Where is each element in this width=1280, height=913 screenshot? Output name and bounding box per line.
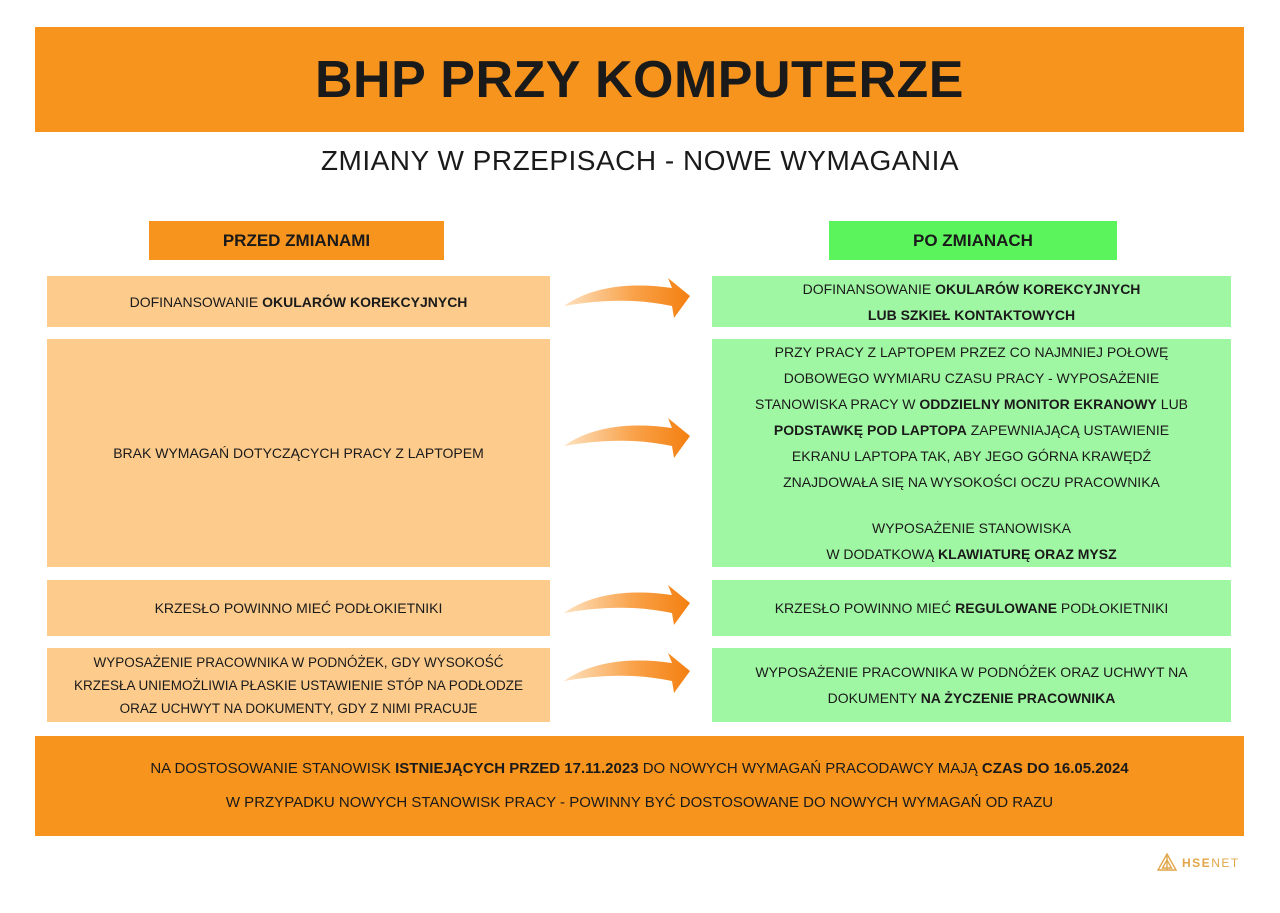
after-box-chair (712, 580, 1231, 636)
after-glasses-line2 (868, 302, 1075, 328)
logo-part: NET (1211, 856, 1240, 870)
text: NA DOSTOSOWANIE STANOWISK (150, 760, 396, 777)
arrow-icon (562, 276, 692, 326)
before-column-header: PRZED ZMIANAMI (149, 221, 444, 260)
text-line: PRZY PRACY Z LAPTOPEM PRZEZ CO NAJMNIEJ POŁOWĘ (774, 344, 1169, 360)
text: DOFINANSOWANIE (129, 293, 263, 310)
after-column-header: PO ZMIANACH (829, 221, 1117, 260)
text-bold: LUB SZKIEŁ KONTAKTOWYCH (867, 306, 1076, 323)
text-line (774, 417, 1169, 443)
arrow-icon (562, 651, 692, 701)
text-line: WYPOSAŻENIE PRACOWNIKA W PODNÓŻEK, GDY WYSOKOŚĆ (93, 654, 504, 670)
text: STANOWISKA PRACY W (754, 396, 920, 412)
text-line: EKRANU LAPTOPA TAK, ABY JEGO GÓRNA KRAWĘDŹ (791, 448, 1152, 464)
text-line: ZNAJDOWAŁA SIĘ NA WYSOKOŚCI OCZU PRACOWNIKA (783, 474, 1160, 490)
text-bold: ISTNIEJĄCYCH PRZED 17.11.2023 (395, 760, 639, 777)
before-box-glasses (47, 276, 550, 327)
text-bold: OKULARÓW KOREKCYJNYCH (935, 280, 1141, 297)
text: DOFINANSOWANIE (802, 280, 936, 297)
text-bold: PODSTAWKĘ POD LAPTOPA (773, 422, 967, 438)
page-title: BHP PRZY KOMPUTERZE (315, 50, 964, 109)
before-box-footrest (47, 648, 550, 722)
text: ZAPEWNIAJĄCĄ USTAWIENIE (966, 422, 1170, 438)
text: DO NOWYCH WYMAGAŃ PRACODAWCY MAJĄ (638, 760, 982, 777)
before-laptop-text: BRAK WYMAGAŃ DOTYCZĄCYCH PRACY Z LAPTOPEM (113, 445, 484, 461)
text-line (755, 391, 1188, 417)
text-bold: CZAS DO 16.05.2024 (981, 760, 1129, 777)
text: W DODATKOWĄ (826, 546, 939, 562)
hsenet-logo (1156, 850, 1240, 876)
arrow-icon (562, 416, 692, 466)
after-box-glasses (712, 276, 1231, 327)
after-box-footrest (712, 648, 1231, 722)
after-chair-text (775, 595, 1169, 621)
text-bold: KLAWIATURĘ ORAZ MYSZ (938, 546, 1117, 562)
before-chair-text: KRZESŁO POWINNO MIEĆ PODŁOKIETNIKI (154, 600, 443, 616)
text: PODŁOKIETNIKI (1057, 600, 1169, 616)
hsenet-logo-icon (1156, 852, 1178, 874)
text: LUB (1156, 396, 1189, 412)
logo-text (1182, 856, 1240, 870)
before-glasses-text (130, 289, 468, 315)
arrow-icon (562, 583, 692, 633)
after-glasses-line1 (803, 276, 1141, 302)
deadline-banner (35, 736, 1244, 836)
text-bold: NA ŻYCZENIE PRACOWNIKA (920, 690, 1116, 706)
logo-part: HSE (1182, 856, 1212, 870)
text-line (826, 541, 1116, 567)
text: DOKUMENTY (827, 690, 921, 706)
before-box-laptop (47, 339, 550, 567)
page-subtitle: ZMIANY W PRZEPISACH - NOWE WYMAGANIA (320, 145, 960, 176)
after-box-laptop (712, 339, 1231, 567)
text: KRZESŁO POWINNO MIEĆ (774, 600, 956, 616)
text-line: WYPOSAŻENIE PRACOWNIKA W PODNÓŻEK ORAZ UCHWYT NA (755, 664, 1188, 680)
text-bold: OKULARÓW KOREKCYJNYCH (262, 293, 468, 310)
text-line: WYPOSAŻENIE STANOWISKA (872, 520, 1071, 536)
text-bold: ODDZIELNY MONITOR EKRANOWY (919, 396, 1157, 412)
title-banner (35, 27, 1244, 132)
text-line: KRZESŁA UNIEMOŻLIWIA PŁASKIE USTAWIENIE STÓP NA PODŁODZE (73, 677, 524, 693)
text-bold: REGULOWANE (955, 600, 1058, 616)
text-line: DOBOWEGO WYMIARU CZASU PRACY - WYPOSAŻENIE (783, 370, 1160, 386)
text-line: ORAZ UCHWYT NA DOKUMENTY, GDY Z NIMI PRACUJE (119, 700, 478, 716)
new-stations-line: W PRZYPADKU NOWYCH STANOWISK PRACY - POWINNY BYĆ DOSTOSOWANE DO NOWYCH WYMAGAŃ OD RAZU (225, 794, 1054, 811)
before-box-chair (47, 580, 550, 636)
text-line (828, 685, 1116, 711)
deadline-line (150, 752, 1128, 786)
